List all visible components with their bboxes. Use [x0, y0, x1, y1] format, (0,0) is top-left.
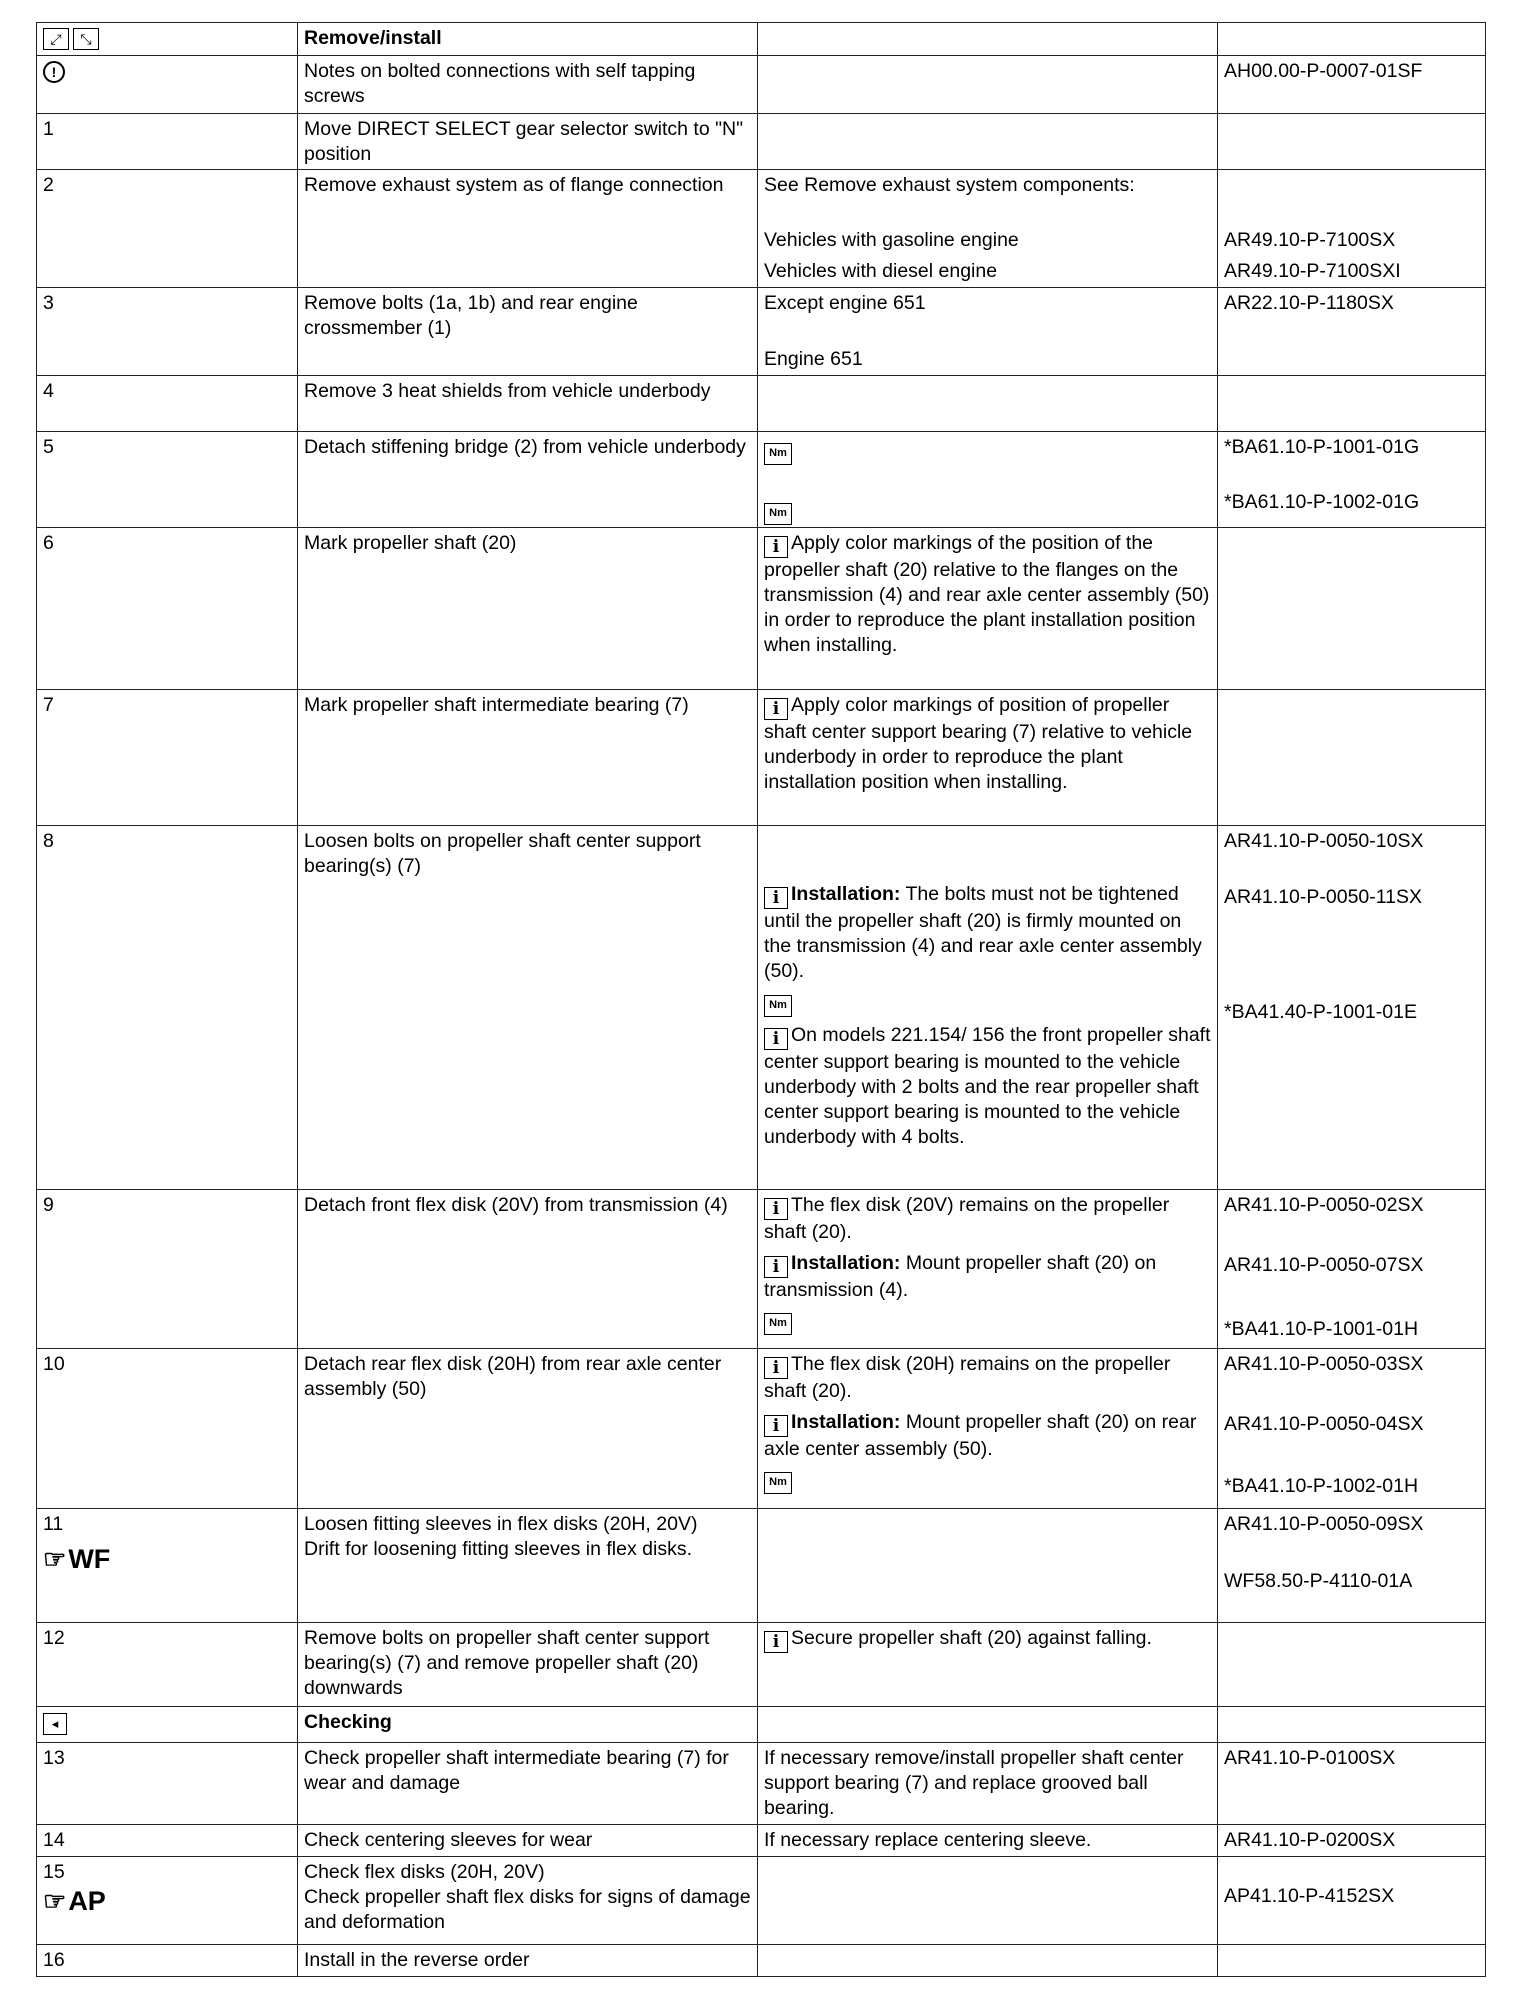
step-number: 3 — [37, 288, 298, 376]
step-number: 10 — [37, 1349, 298, 1509]
step-description: Remove bolts (1a, 1b) and rear engine crossmember (1) — [298, 288, 758, 376]
info-text: Apply color markings of position of propeller shaft center support bearing (7) relative to vehicle underbody in order to reproduce the plant installation position when installing. — [764, 694, 1193, 793]
document-link[interactable]: WF58.50-P-4110-01A — [1224, 1570, 1413, 1592]
info-icon: i — [764, 887, 788, 909]
info-text: Apply color markings of the position of the propeller shaft (20) relative to the flanges on the transmission (4) and rear axle center assembly (50) in order to reproduce the plant installation position when installing. — [764, 532, 1210, 656]
table-row — [37, 170, 1486, 288]
torque-icon[interactable]: Nm — [764, 1313, 792, 1335]
tool-description: Drift for loosening fitting sleeves in flex disks. — [304, 1538, 693, 1560]
table-row — [37, 1707, 1486, 1743]
info-icon: i — [764, 1357, 788, 1379]
pointing-hand-icon: ☞ — [43, 1544, 67, 1574]
table-row — [37, 1743, 1486, 1825]
document-link[interactable]: AR49.10-P-7100SXI — [1224, 260, 1401, 282]
info-text: Secure propeller shaft (20) against falling. — [791, 1627, 1152, 1649]
info-text: Mount propeller shaft (20) on transmission (4). — [764, 1252, 1157, 1301]
step-number: 8 — [37, 826, 298, 1190]
back-arrow-icon[interactable]: ◂ — [43, 1713, 67, 1735]
table-row — [37, 56, 1486, 114]
torque-icon[interactable]: Nm — [764, 995, 792, 1017]
note-text: If necessary remove/install propeller shaft center support bearing (7) and replace grooved ball bearing. — [758, 1743, 1218, 1825]
step-number: 16 — [37, 1945, 298, 1977]
procedure-table — [36, 22, 1486, 1977]
document-link[interactable]: *BA61.10-P-1002-01G — [1224, 491, 1420, 513]
info-icon: i — [764, 698, 788, 720]
info-label: Installation: — [791, 1411, 901, 1433]
step-number: 2 — [37, 170, 298, 288]
step-number: 9 — [37, 1190, 298, 1349]
info-icon: i — [764, 1631, 788, 1653]
table-row — [37, 1190, 1486, 1349]
section-title: Checking — [298, 1707, 758, 1743]
step-number: 1 — [37, 114, 298, 170]
step-description: Mark propeller shaft (20) — [298, 528, 758, 690]
info-text: On models 221.154/ 156 the front propeller shaft center support bearing is mounted to the vehicle underbody with 2 bolts and the rear propeller shaft center support bearing is mounted to the vehicle underbody with 4 bolts. — [764, 1024, 1211, 1148]
info-text: Mount propeller shaft (20) on rear axle center assembly (50). — [764, 1411, 1197, 1460]
step-number: 13 — [37, 1743, 298, 1825]
info-label: Installation: — [791, 883, 901, 905]
step-description: Detach front flex disk (20V) from transmission (4) — [298, 1190, 758, 1349]
step-description: Detach stiffening bridge (2) from vehicle underbody — [298, 432, 758, 528]
info-icon: i — [764, 1256, 788, 1278]
document-link[interactable]: AR22.10-P-1180SX — [1218, 288, 1486, 376]
step-description: Loosen fitting sleeves in flex disks (20H, 20V) — [304, 1513, 698, 1535]
document-link[interactable]: AR41.10-P-0050-04SX — [1224, 1413, 1424, 1435]
note-text: Vehicles with diesel engine — [764, 260, 998, 282]
document-link[interactable]: AR41.10-P-0050-10SX — [1224, 830, 1424, 852]
step-description: Install in the reverse order — [298, 1945, 758, 1977]
step-description: Check propeller shaft intermediate bearing (7) for wear and damage — [298, 1743, 758, 1825]
table-row — [37, 690, 1486, 826]
info-icon: i — [764, 536, 788, 558]
step-number: 5 — [37, 432, 298, 528]
document-link[interactable]: *BA41.10-P-1002-01H — [1224, 1475, 1419, 1497]
step-description: Move DIRECT SELECT gear selector switch to "N" position — [298, 114, 758, 170]
step-number: 11 — [43, 1513, 64, 1535]
document-link[interactable]: AP41.10-P-4152SX — [1224, 1885, 1395, 1907]
table-row — [37, 1857, 1486, 1945]
document-link[interactable]: *BA61.10-P-1001-01G — [1224, 436, 1420, 458]
step-description: Detach rear flex disk (20H) from rear axle center assembly (50) — [298, 1349, 758, 1509]
tool-code: WF — [68, 1544, 111, 1574]
document-link[interactable]: AR41.10-P-0050-09SX — [1224, 1513, 1424, 1535]
document-link[interactable]: AR41.10-P-0050-02SX — [1224, 1194, 1424, 1216]
warning-circle-icon: ! — [43, 61, 65, 83]
section-title: Remove/install — [298, 23, 758, 56]
info-icon: i — [764, 1198, 788, 1220]
step-description: Remove 3 heat shields from vehicle underbody — [298, 376, 758, 432]
tool-code: AP — [68, 1886, 106, 1916]
note-text: Vehicles with gasoline engine — [764, 229, 1019, 251]
document-link[interactable]: AR41.10-P-0050-07SX — [1224, 1254, 1424, 1276]
pointing-hand-icon: ☞ — [43, 1886, 67, 1916]
note-text: If necessary replace centering sleeve. — [758, 1825, 1218, 1857]
step-description: Remove exhaust system as of flange connection — [298, 170, 758, 288]
step-cell — [37, 23, 298, 56]
table-row — [37, 432, 1486, 528]
step-number: 14 — [37, 1825, 298, 1857]
step-number: 7 — [37, 690, 298, 826]
torque-icon[interactable]: Nm — [764, 1472, 792, 1494]
info-text: The flex disk (20H) remains on the propeller shaft (20). — [764, 1353, 1171, 1402]
table-row — [37, 23, 1486, 56]
step-description: Mark propeller shaft intermediate bearing (7) — [298, 690, 758, 826]
table-row — [37, 1349, 1486, 1509]
note-text: Except engine 651 — [764, 292, 926, 314]
document-link[interactable]: AR41.10-P-0100SX — [1218, 1743, 1486, 1825]
note-text: Engine 651 — [764, 348, 863, 370]
step-description: Check centering sleeves for wear — [298, 1825, 758, 1857]
step-number: 6 — [37, 528, 298, 690]
info-icon: i — [764, 1028, 788, 1050]
document-link[interactable]: *BA41.40-P-1001-01E — [1224, 1001, 1417, 1023]
table-row — [37, 1509, 1486, 1623]
document-link[interactable]: AR41.10-P-0200SX — [1218, 1825, 1486, 1857]
info-label: Installation: — [791, 1252, 901, 1274]
info-icon: i — [764, 1415, 788, 1437]
step-description: Check propeller shaft flex disks for signs of damage and deformation — [304, 1886, 751, 1933]
step-description: Check flex disks (20H, 20V) — [304, 1861, 545, 1883]
document-link[interactable]: AR49.10-P-7100SX — [1224, 229, 1396, 251]
torque-icon[interactable]: Nm — [764, 443, 792, 465]
table-row — [37, 288, 1486, 376]
tool-reference[interactable] — [43, 1543, 110, 1575]
table-row — [37, 1623, 1486, 1707]
document-link[interactable]: AH00.00-P-0007-01SF — [1218, 56, 1486, 114]
torque-icon[interactable]: Nm — [764, 503, 792, 525]
step-description: Remove bolts on propeller shaft center support bearing(s) (7) and remove propeller shaft (20) downwards — [298, 1623, 758, 1707]
document-link[interactable]: AR41.10-P-0050-11SX — [1224, 886, 1423, 908]
step-number: 4 — [37, 376, 298, 432]
collapse-icon[interactable]: ⤡ — [73, 28, 99, 50]
document-link[interactable]: AR41.10-P-0050-03SX — [1224, 1353, 1424, 1375]
step-description: Notes on bolted connections with self tapping screws — [298, 56, 758, 114]
info-text: The bolts must not be tightened until the propeller shaft (20) is firmly mounted on the transmission (4) and rear axle center assembly (50). — [764, 883, 1202, 982]
table-row — [37, 1945, 1486, 1977]
table-row — [37, 1825, 1486, 1857]
step-description: Loosen bolts on propeller shaft center support bearing(s) (7) — [298, 826, 758, 1190]
table-row — [37, 376, 1486, 432]
step-number: 15 — [43, 1861, 65, 1883]
table-row — [37, 114, 1486, 170]
table-row — [37, 528, 1486, 690]
note-text: See Remove exhaust system components: — [764, 174, 1135, 196]
document-link[interactable]: *BA41.10-P-1001-01H — [1224, 1318, 1419, 1340]
table-row — [37, 826, 1486, 1190]
step-number: 12 — [37, 1623, 298, 1707]
expand-icon[interactable]: ⤢ — [43, 28, 69, 50]
tool-reference[interactable] — [43, 1885, 106, 1917]
info-text: The flex disk (20V) remains on the propeller shaft (20). — [764, 1194, 1170, 1243]
